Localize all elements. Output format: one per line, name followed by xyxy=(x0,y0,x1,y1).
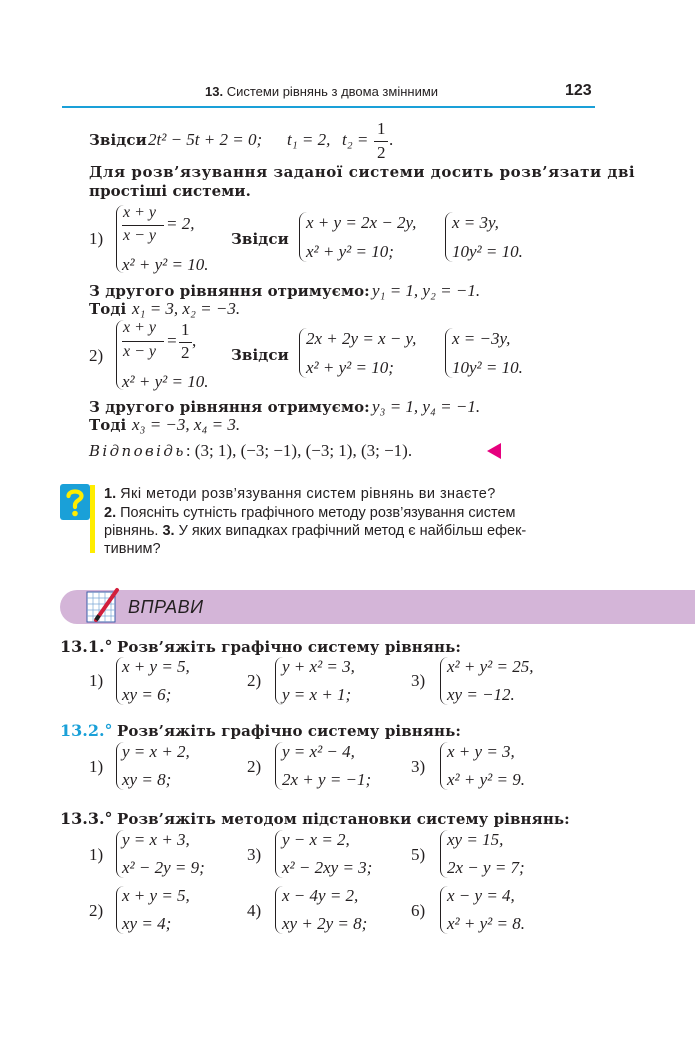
t2-fraction-bar xyxy=(374,141,388,142)
question-2-number: 2. xyxy=(104,505,117,521)
question-2-3 xyxy=(104,523,526,539)
ex3-number: 13.3.° xyxy=(60,809,113,828)
ex3-prompt: Розв’яжіть методом підстановки систему рівнянь: xyxy=(117,810,570,828)
question-1 xyxy=(104,486,496,502)
ex3-item4-a: x − 4y = 2, xyxy=(282,886,359,905)
case1-frac-rhs: = 2, xyxy=(166,214,195,233)
ex2-item2-b: 2x + y = −1; xyxy=(282,770,372,789)
ex2-item3-b: x² + y² = 9. xyxy=(447,770,525,789)
case1-sys3-b: 10y² = 10. xyxy=(452,242,523,261)
case2-sys3-b: 10y² = 10. xyxy=(452,358,523,377)
ex3-item3-label: 3) xyxy=(247,845,262,864)
ex2-item3-label: 3) xyxy=(411,757,426,776)
intro-line-2: простіші системи. xyxy=(89,182,251,200)
t2-denominator: 2 xyxy=(377,143,386,162)
t2-end: . xyxy=(389,130,394,149)
case2-frac-den: x − y xyxy=(123,343,156,360)
question-2 xyxy=(104,505,516,521)
case1-sys2-a: x + y = 2x − 2y, xyxy=(306,213,417,232)
ex3-item5-label: 5) xyxy=(411,845,426,864)
case1-result-1-vals: y₁ = 1, y₂ = −1. xyxy=(372,281,481,300)
notebook-pencil-icon xyxy=(86,586,120,624)
case1-eq2: x² + y² = 10. xyxy=(122,255,209,274)
ex3-item3-b: x² − 2xy = 3; xyxy=(282,858,373,877)
case1-zvidsy: Звідси xyxy=(231,230,289,248)
solution-t1: t₁ = 2, xyxy=(287,130,331,149)
ex3-item2-a: x + y = 5, xyxy=(122,886,190,905)
ex1-number: 13.1.° xyxy=(60,637,113,656)
ex2-item2-label: 2) xyxy=(247,757,262,776)
t2-numerator: 1 xyxy=(377,119,386,138)
question-3-number: 3. xyxy=(162,523,175,539)
ex3-item2-label: 2) xyxy=(89,901,104,920)
case2-result-2-vals: x₃ = −3, x₄ = 3. xyxy=(132,415,241,434)
ex3-item1-label: 1) xyxy=(89,845,104,864)
question-icon xyxy=(60,484,90,520)
ex3-item1-b: x² − 2y = 9; xyxy=(122,858,205,877)
ex1-item2-a: y + x² = 3, xyxy=(282,657,355,676)
header-rule xyxy=(62,106,595,108)
question-1-number: 1. xyxy=(104,486,117,502)
ex1-item2-b: y = x + 1; xyxy=(282,685,352,704)
section-number: 13. xyxy=(205,84,224,99)
case1-result-2-vals: x₁ = 3, x₂ = −3. xyxy=(132,299,241,318)
ex1-item1-a: x + y = 5, xyxy=(122,657,190,676)
case1-sys3-a: x = 3y, xyxy=(452,213,499,232)
end-of-solution-marker-icon xyxy=(487,443,501,459)
case2-sys3-a: x = −3y, xyxy=(452,329,511,348)
ex3-item6-a: x − y = 4, xyxy=(447,886,515,905)
exercises-title: ВПРАВИ xyxy=(128,597,204,617)
case1-frac-num: x + y xyxy=(123,204,156,221)
ex1-item3-a: x² + y² = 25, xyxy=(447,657,534,676)
intro-line-1: Для розв’язування заданої системи досить розв’язати дві xyxy=(89,163,636,181)
ex3-item2-b: xy = 4; xyxy=(122,914,172,933)
ex2-item2-a: y = x² − 4, xyxy=(282,742,355,761)
question-3-text: У яких випадках графічний метод є найбільш ефек- xyxy=(178,523,527,539)
ex1-item2-label: 2) xyxy=(247,671,262,690)
case2-result-1: З другого рівняння отримуємо: xyxy=(89,398,370,416)
solution-quadratic: 2t² − 5t + 2 = 0; xyxy=(148,130,263,149)
case1-frac-den: x − y xyxy=(123,227,156,244)
ex1-prompt: Розв’яжіть графічно систему рівнянь: xyxy=(117,638,461,656)
case2-frac-bar xyxy=(122,341,164,342)
case2-sys2-a: 2x + 2y = x − y, xyxy=(306,329,417,348)
ex3-item4-b: xy + 2y = 8; xyxy=(282,914,368,933)
ex1-item3-label: 3) xyxy=(411,671,426,690)
case2-frac-num: x + y xyxy=(123,319,156,336)
case1-result-2: Тоді xyxy=(89,300,127,318)
ex2-item1-label: 1) xyxy=(89,757,104,776)
ex1-item3-b: xy = −12. xyxy=(447,685,515,704)
case1-frac-bar xyxy=(122,225,164,226)
case2-frac-end: , xyxy=(192,331,197,350)
case2-frac-eq: = xyxy=(166,331,178,350)
question-accent-bar xyxy=(90,485,95,553)
question-3-cont: тивним? xyxy=(104,541,161,557)
case2-label: 2) xyxy=(89,346,104,365)
case2-sys2-b: x² + y² = 10; xyxy=(306,358,394,377)
case2-result-2: Тоді xyxy=(89,416,127,434)
case2-frac2-num: 1 xyxy=(181,320,190,339)
ex2-prompt: Розв’яжіть графічно систему рівнянь: xyxy=(117,722,461,740)
question-1-text: Які методи розв’язування систем рівнянь ви знаєте? xyxy=(120,486,496,502)
ex3-item3-a: y − x = 2, xyxy=(282,830,350,849)
case1-result-1: З другого рівняння отримуємо: xyxy=(89,282,370,300)
question-2-text-cont: рівнянь. xyxy=(104,523,159,539)
answer-line xyxy=(89,441,412,461)
case2-zvidsy: Звідси xyxy=(231,346,289,364)
case2-eq2: x² + y² = 10. xyxy=(122,372,209,391)
section-title: Системи рівнянь з двома змінними xyxy=(226,84,439,99)
ex3-item6-label: 6) xyxy=(411,901,426,920)
ex3-item1-a: y = x + 3, xyxy=(122,830,190,849)
running-header xyxy=(205,84,438,99)
ex1-item1-label: 1) xyxy=(89,671,104,690)
page-number: 123 xyxy=(565,82,592,99)
case2-frac2-den: 2 xyxy=(181,343,190,362)
case1-label: 1) xyxy=(89,229,104,248)
ex3-item5-b: 2x − y = 7; xyxy=(447,858,525,877)
ex2-item1-a: y = x + 2, xyxy=(122,742,190,761)
ex3-item5-a: xy = 15, xyxy=(447,830,504,849)
answer-label: Відповідь xyxy=(89,442,186,460)
ex2-item1-b: xy = 8; xyxy=(122,770,172,789)
ex2-item3-a: x + y = 3, xyxy=(447,742,515,761)
case1-sys2-b: x² + y² = 10; xyxy=(306,242,394,261)
solution-zvidsy-label: Звідси xyxy=(89,131,147,149)
case2-result-1-vals: y₃ = 1, y₄ = −1. xyxy=(372,397,481,416)
ex3-item4-label: 4) xyxy=(247,901,262,920)
answer-value: : (3; 1), (−3; −1), (−3; 1), (3; −1). xyxy=(185,441,413,460)
solution-t2: t₂ = xyxy=(342,130,369,149)
ex1-item1-b: xy = 6; xyxy=(122,685,172,704)
question-2-text: Поясніть сутність графічного методу розв’язування систем xyxy=(120,505,516,521)
ex2-number: 13.2.° xyxy=(60,721,113,740)
ex3-item6-b: x² + y² = 8. xyxy=(447,914,525,933)
